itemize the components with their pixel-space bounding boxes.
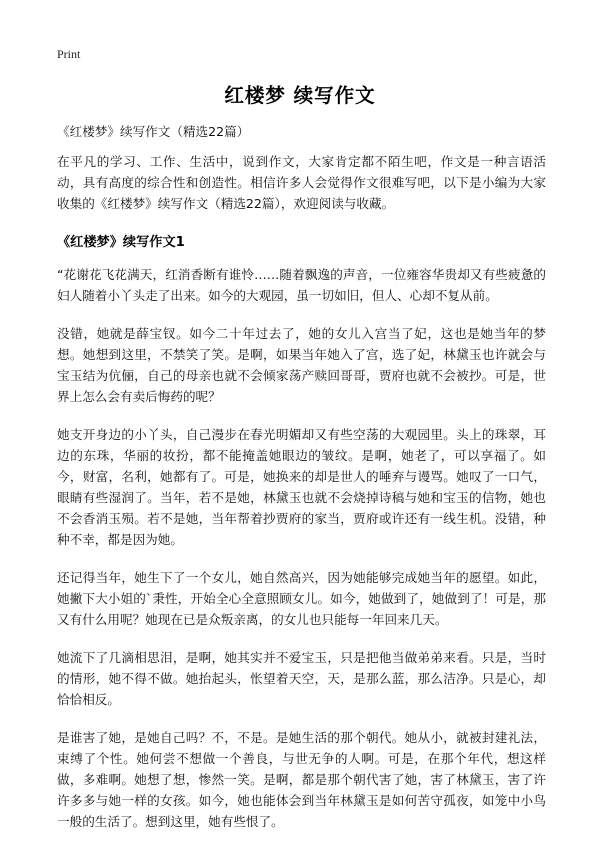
body-paragraph: “花谢花飞花满天，红消香断有谁怜……随着飘逸的声音，一位雍容华贵却又有些疲惫的妇人随着小丫头走了出来。如今的大观园，虽一切如旧，但人、心却不复从前。 <box>57 267 546 303</box>
body-paragraph: 没错，她就是薛宝钗。如今二十年过去了，她的女儿入宫当了妃，这也是她当年的梦想。她想到这里，不禁笑了笑。是啊，如果当年她入了宫，选了妃，林黛玉也许就会与宝玉结为伉俪，自己的母亲也就不会倾家荡产赎回哥哥，贾府也就不会被抄。可是，世界上怎么会有卖后悔药的呢？ <box>57 326 546 404</box>
print-link[interactable]: Print <box>57 47 81 61</box>
body-paragraph: 是谁害了她，是她自己吗？不，不是。是她生活的那个朝代。她从小，就被封建礼法，束缚了个性。她何尝不想做一个善良，与世无争的人啊。可是，在那个年代，想这样做，多难啊。她想了想，惨然一笑。是啊，都是那个朝代害了她，害了林黛玉，害了许许多多与她一样的女孩。如今，她也能体会到当年林黛玉是如何苦守孤夜，如笼中小鸟一般的生活了。想到这里，她有些恨了。 <box>57 730 546 829</box>
article-body <box>57 151 546 849</box>
body-paragraph: 还记得当年，她生下了一个女儿，她自然高兴，因为她能够完成她当年的愿望。如此，她撇下大小姐的`秉性，开始全心全意照顾女儿。如今，她做到了，她做到了！可是，那又有什么用呢？她现在已是众叛亲离，的女儿也只能每一年回来几天。 <box>57 570 546 627</box>
article-subtitle: 《红楼梦》续写作文（精选22篇） <box>57 124 250 139</box>
section-heading: 《红楼梦》续写作文1 <box>57 235 185 250</box>
intro-paragraph: 在平凡的学习、工作、生活中，说到作文，大家肯定都不陌生吧，作文是一种言语活动，具有高度的综合性和创造性。相信许多人会觉得作文很难写吧，以下是小编为大家收集的《红楼梦》续写作文（精选22篇），欢迎阅读与收藏。 <box>57 154 546 211</box>
body-paragraph: 她支开身边的小丫头，自己漫步在春光明媚却又有些空荡的大观园里。头上的珠翠，耳边的东珠，华丽的妆扮，都不能掩盖她眼边的皱纹。是啊，她老了，可以享福了。如今，财富，名利，她都有了。可是，她换来的却是世人的唾弃与谩骂。她叹了一口气，眼睛有些湿润了。当年，若不是她，林黛玉也就不会烧掉诗稿与她和宝玉的信物，她也不会香消玉殒。若不是她，当年帮着抄贾府的家当，贾府或许还有一线生机。没错，种种不幸，都是因为她。 <box>57 427 546 547</box>
page-title: 红楼梦 续写作文 <box>224 84 376 107</box>
body-paragraph: 她流下了几滴相思泪，是啊，她其实并不爱宝玉，只是把他当做弟弟来看。只是，当时的情形，她不得不做。她抬起头，怅望着天空，天，是那么蓝，那么洁净。只是心，却恰恰相反。 <box>57 650 546 707</box>
